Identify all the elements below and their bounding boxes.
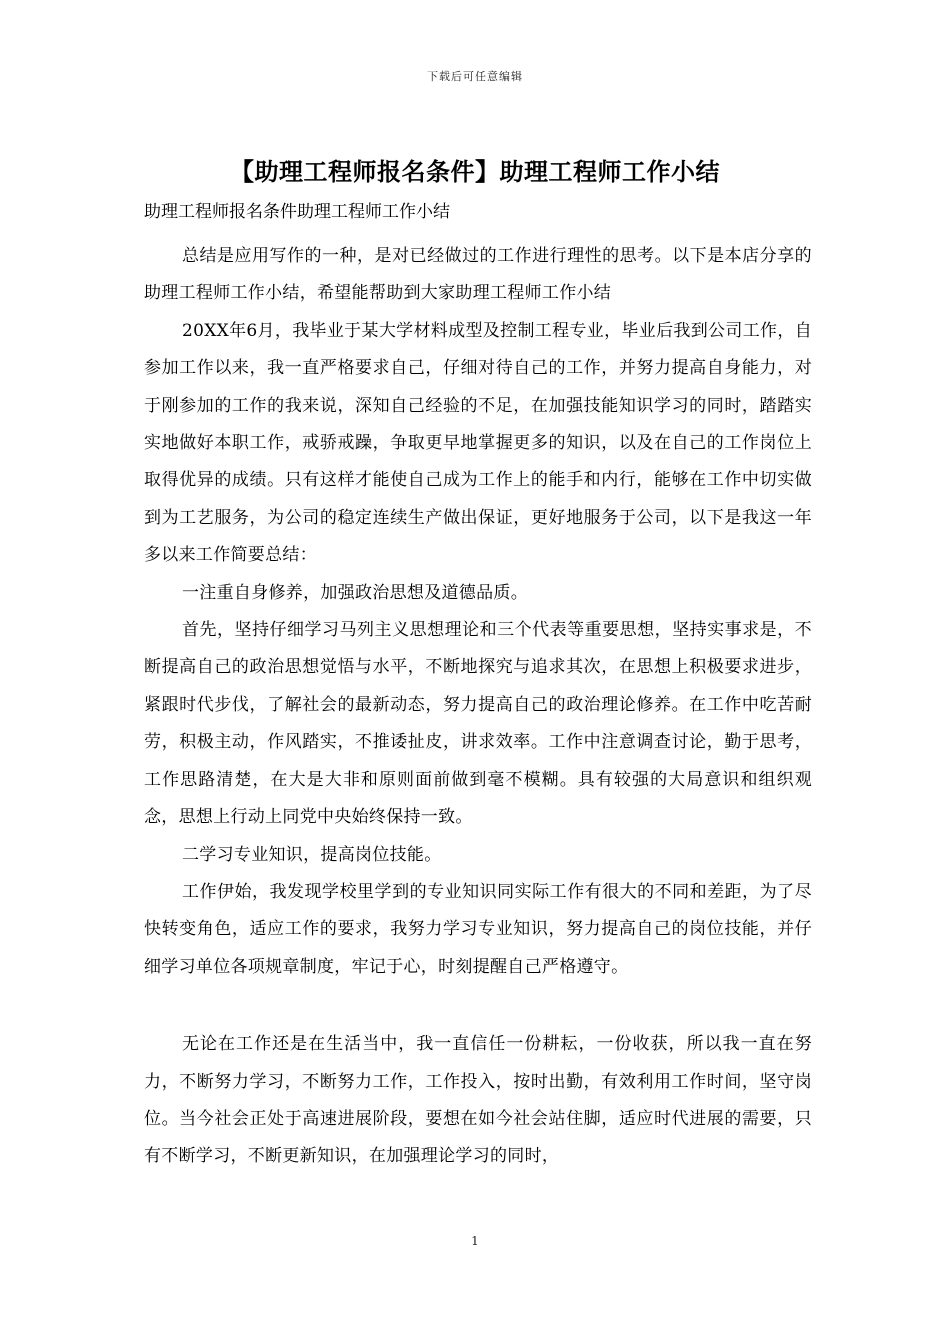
paragraph-intro: 总结是应用写作的一种，是对已经做过的工作进行理性的思考。以下是本店分享的助理工程师工作小结，希望能帮助到大家助理工程师工作小结 bbox=[144, 246, 812, 304]
paragraph-political: 首先，坚持仔细学习马列主义思想理论和三个代表等重要思想，坚持实事求是，不断提高自己的政治思想觉悟与水平，不断地探究与追求其次，在思想上积极要求进步，紧跟时代步伐，了解社会的最新动态，努力提高自己的政治理论修养。在工作中吃苦耐劳，积极主动，作风踏实，不推诿扯皮，讲求效率。工作中注意调查讨论，勤于思考，工作思路清楚，在大是大非和原则面前做到毫不模糊。具有较强的大局意识和组织观念，思想上行动上同党中央始终保持一致。 bbox=[144, 620, 812, 828]
document-title: 【助理工程师报名条件】助理工程师工作小结 bbox=[230, 157, 720, 186]
document-body bbox=[144, 198, 812, 1176]
paragraph-background: 20XX年6月，我毕业于某大学材料成型及控制工程专业，毕业后我到公司工作，自参加工作以来，我一直严格要求自己，仔细对待自己的工作，并努力提高自身能力，对于刚参加的工作的我来说，深知自己经验的不足，在加强技能知识学习的同时，踏踏实实地做好本职工作，戒骄戒躁，争取更早地掌握更多的知识，以及在自己的工作岗位上取得优异的成绩。只有这样才能使自己成为工作上的能手和内行，能够在工作中切实做到为工艺服务，为公司的稳定连续生产做出保证，更好地服务于公司，以下是我这一年多以来工作简要总结： bbox=[144, 320, 812, 566]
page-number: 1 bbox=[471, 1234, 479, 1248]
paragraph-effort: 无论在工作还是在生活当中，我一直信任一份耕耘，一份收获，所以我一直在努力，不断努力学习，不断努力工作，工作投入，按时出勤，有效利用工作时间，坚守岗位。当今社会正处于高速进展阶段，要想在如今社会站住脚，适应时代进展的需要，只有不断学习，不断更新知识，在加强理论学习的同时， bbox=[144, 1034, 812, 1167]
section-heading-2: 二学习专业知识，提高岗位技能。 bbox=[182, 844, 442, 865]
header-note: 下载后可任意编辑 bbox=[427, 70, 523, 83]
section-heading-1: 一注重自身修养，加强政治思想及道德品质。 bbox=[182, 582, 528, 603]
paragraph-professional: 工作伊始，我发现学校里学到的专业知识同实际工作有很大的不同和差距，为了尽快转变角色，适应工作的要求，我努力学习专业知识，努力提高自己的岗位技能，并仔细学习单位各项规章制度，牢记于心，时刻提醒自己严格遵守。 bbox=[144, 881, 812, 977]
document-subtitle: 助理工程师报名条件助理工程师工作小结 bbox=[144, 202, 450, 222]
